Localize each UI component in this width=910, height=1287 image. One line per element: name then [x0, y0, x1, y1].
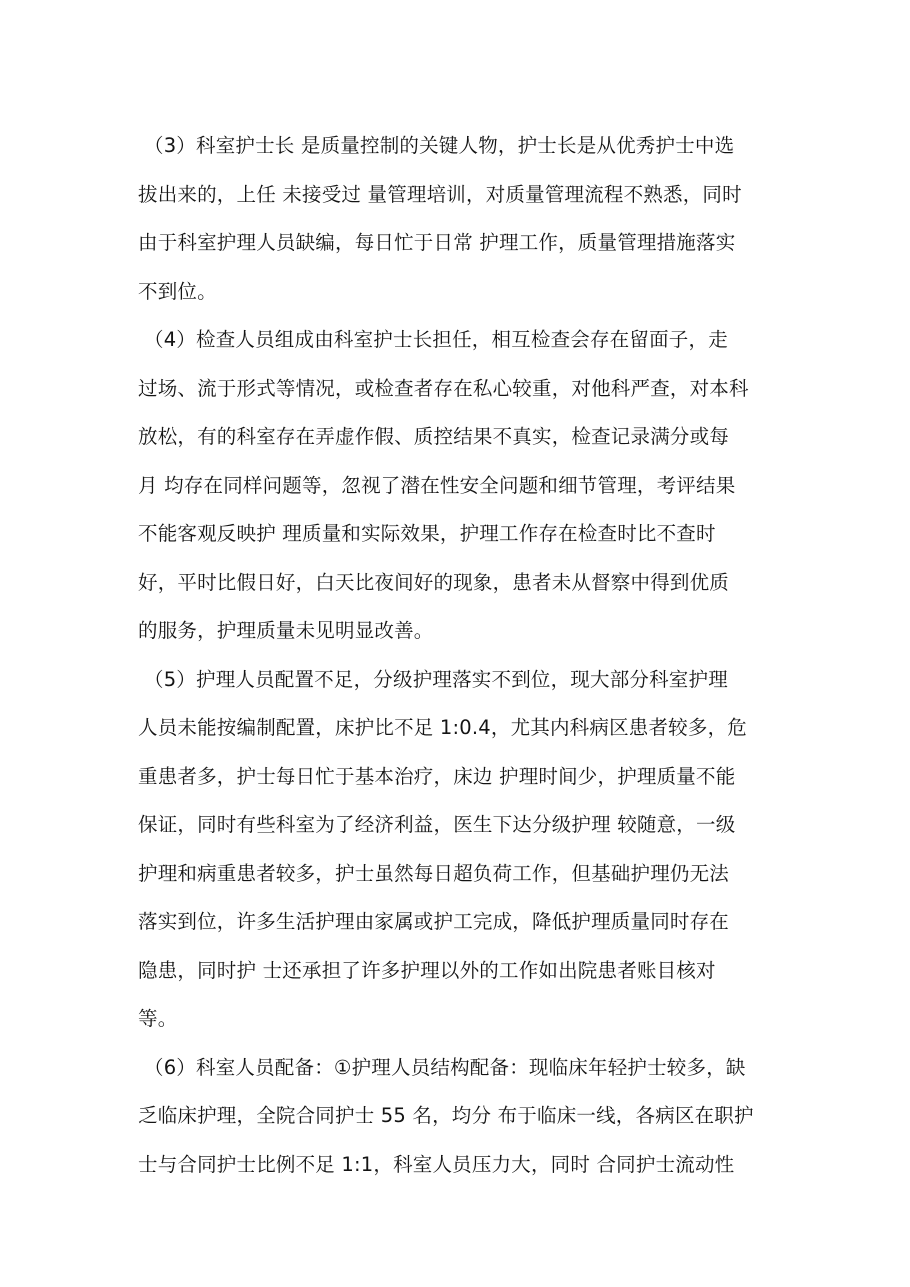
paragraph-4	[138, 316, 776, 656]
text-line: 由于科室护理人员缺编，每日忙于日常 护理工作，质量管理措施落实	[138, 231, 736, 254]
text-line: 的服务，护理质量未见明显改善。	[138, 619, 434, 642]
paragraph-5	[138, 656, 776, 1044]
text-line: （3）科室护士长 是质量控制的关键人物，护士长是从优秀护士中选	[144, 134, 735, 157]
text-line: 护理和病重患者较多，护士虽然每日超负荷工作，但基础护理仍无法	[138, 861, 730, 885]
text-line: 放松，有的科室存在弄虚作假、质控结果不真实，检查记录满分或每	[138, 425, 730, 448]
text-line: 士与合同护士比例不足 1:1，科室人员压力大，同时 合同护士流动性	[138, 1152, 735, 1176]
text-line: 拔出来的，上任 未接受过 量管理培训，对质量管理流程不熟悉，同时	[138, 182, 742, 206]
text-line: 不能客观反映护 理质量和实际效果，护理工作存在检查时比不查时	[138, 522, 716, 545]
text-line: 过场、流于形式等情况，或检查者存在私心较重，对他科严查，对本科	[138, 376, 749, 400]
text-line: 不到位。	[138, 279, 217, 303]
text-line: 重患者多，护士每日忙于基本治疗，床边 护理时间少，护理质量不能	[138, 764, 736, 788]
paragraph-3	[138, 122, 776, 316]
text-line: 月 均存在同样问题等，忽视了潜在性安全问题和细节管理，考评结果	[138, 473, 736, 497]
text-line: 乏临床护理，全院合同护士 55 名，均分 布于临床一线，各病区在职护	[138, 1104, 754, 1127]
text-line: 好，平时比假日好，白天比夜间好的现象，患者未从督察中得到优质	[138, 570, 730, 594]
text-line: 保证，同时有些科室为了经济利益，医生下达分级护理 较随意，一级	[138, 813, 736, 836]
text-line: 落实到位，许多生活护理由家属或护工完成，降低护理质量同时存在	[138, 910, 730, 933]
text-line: （4）检查人员组成由科室护士长担任，相互检查会存在留面子，走	[144, 328, 728, 351]
text-line: （6）科室人员配备：①护理人员结构配备：现临床年轻护士较多，缺	[144, 1055, 746, 1079]
text-line: 人员未能按编制配置，床护比不足 1:0.4，尤其内科病区患者较多，危	[138, 716, 747, 739]
text-line: （5）护理人员配置不足，分级护理落实不到位，现大部分科室护理	[144, 667, 728, 691]
document-body	[138, 122, 776, 1189]
text-line: 隐患，同时护 士还承担了许多护理以外的工作如出院患者账目核对	[138, 958, 716, 982]
paragraph-6	[138, 1044, 776, 1190]
text-line: 等。	[138, 1007, 178, 1030]
